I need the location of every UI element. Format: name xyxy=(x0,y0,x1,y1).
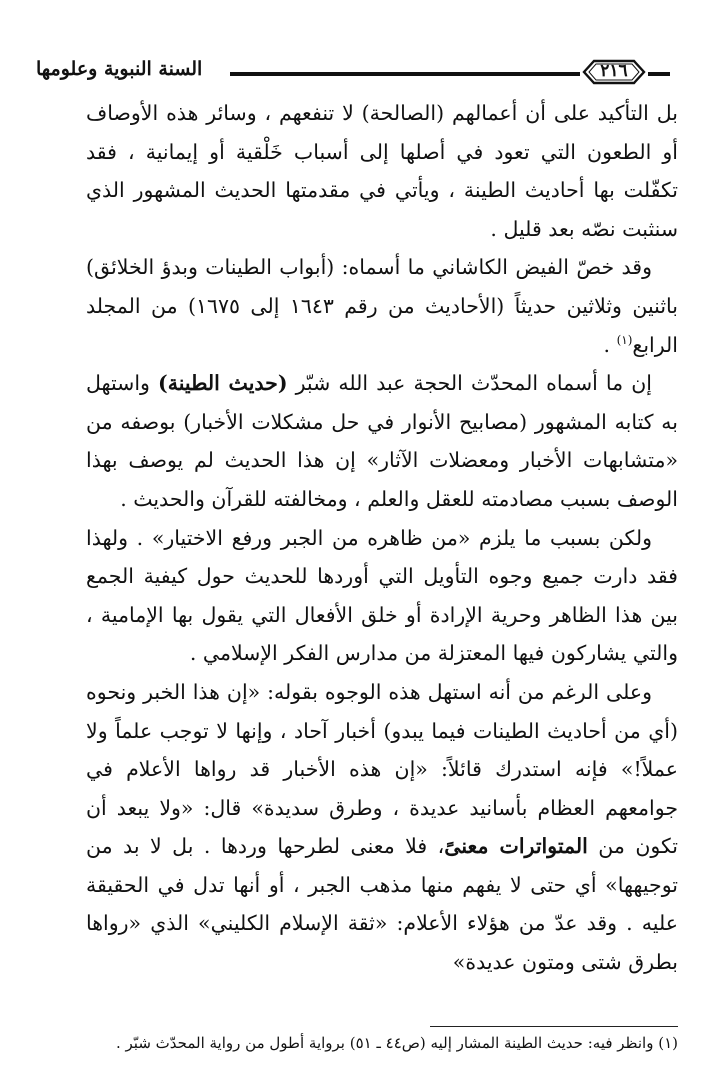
header-rule xyxy=(230,72,580,76)
page-header xyxy=(30,58,680,92)
text-segment: إن ما أسماه المحدّث الحجة عبد الله شبّر xyxy=(287,371,652,396)
page-number: ٢١٦ xyxy=(600,61,628,81)
footnote-reference: (١) xyxy=(616,332,633,347)
page-number-badge xyxy=(582,58,646,86)
text-segment: ولكن بسبب ما يلزم «من ظاهره من الجبر ورفع الاختيار» . ولهذا فقد دارت جميع وجوه التأويل التي أوردها للحديث حول كيفية الجمع بين هذا الظاهر وحرية الإرادة أو خلق الأفعال التي يقول بها الإمامية ، والتي يشاركون فيها المعتزلة من مدارس الفكر الإسلامي . xyxy=(86,525,678,666)
footnote-rule xyxy=(430,1026,678,1027)
paragraph xyxy=(86,364,678,518)
bold-text: المتواترات معنىً xyxy=(444,834,588,859)
body-text xyxy=(86,94,678,982)
footnote: (١) وانظر فيه: حديث الطينة المشار إليه (ص٤٤ ـ ٥١) برواية أطول من رواية المحدّث شبّر . xyxy=(115,1034,678,1052)
text-segment: وقد خصّ الفيض الكاشاني ما أسماه: (أبواب الطينات وبدؤ الخلائق) باثنين وثلاثين حديثاً (الأحاديث من رقم ١٦٤٣ إلى ١٦٧٥) من المجلد الرابع xyxy=(86,255,678,357)
paragraph xyxy=(86,673,678,982)
text-segment: . xyxy=(603,332,617,357)
bold-text: (حديث الطينة) xyxy=(158,371,288,396)
paragraph xyxy=(86,519,678,673)
text-segment: واستهل به كتابه المشهور (مصابيح الأنوار في حل مشكلات الأخبار) بوصفه من «متشابهات الأخبار ومعضلات الآثار» إن هذا الحديث لم يوصف بهذا الوصف بسبب مصادمته للعقل والعلم ، ومخالفته للقرآن والحديث . xyxy=(86,371,678,511)
text-segment: ، فلا معنى لطرحها وردها . بل لا بد من توجيهها» أي حتى لا يفهم منها مذهب الجبر ، أو أنها تدل في الحقيقة عليه . وقد عدّ من هؤلاء الأعلام: «ثقة الإسلام الكليني» الذي «رواها بطرق شتى ومتون عديدة» xyxy=(86,834,678,975)
header-rule-end xyxy=(648,72,670,76)
text-segment: وعلى الرغم من أنه استهل هذه الوجوه بقوله: «إن هذا الخبر ونحوه (أي من أحاديث الطينات فيما يبدو) أخبار آحاد ، وإنها لا توجب علماً ولا عملاً!» فإنه استدرك قائلاً: «إن هذه الأخبار قد رواها الأعلام في جوامعهم العظام بأسانيد عديدة ، وطرق سديدة» قال: «ولا يبعد أن تكون من xyxy=(86,679,679,859)
paragraph xyxy=(86,94,678,248)
paragraph xyxy=(86,248,678,364)
running-title: السنة النبوية وعلومها xyxy=(36,58,203,80)
text-segment: بل التأكيد على أن أعمالهم (الصالحة) لا تنفعهم ، وسائر هذه الأوصاف أو الطعون التي تعود في أصلها إلى أسباب خَلْقية أو إيمانية ، فقد تكفّلت بها أحاديث الطينة ، ويأتي في مقدمتها الحديث المشهور الذي سنثبت نصّه بعد قليل . xyxy=(86,101,678,241)
